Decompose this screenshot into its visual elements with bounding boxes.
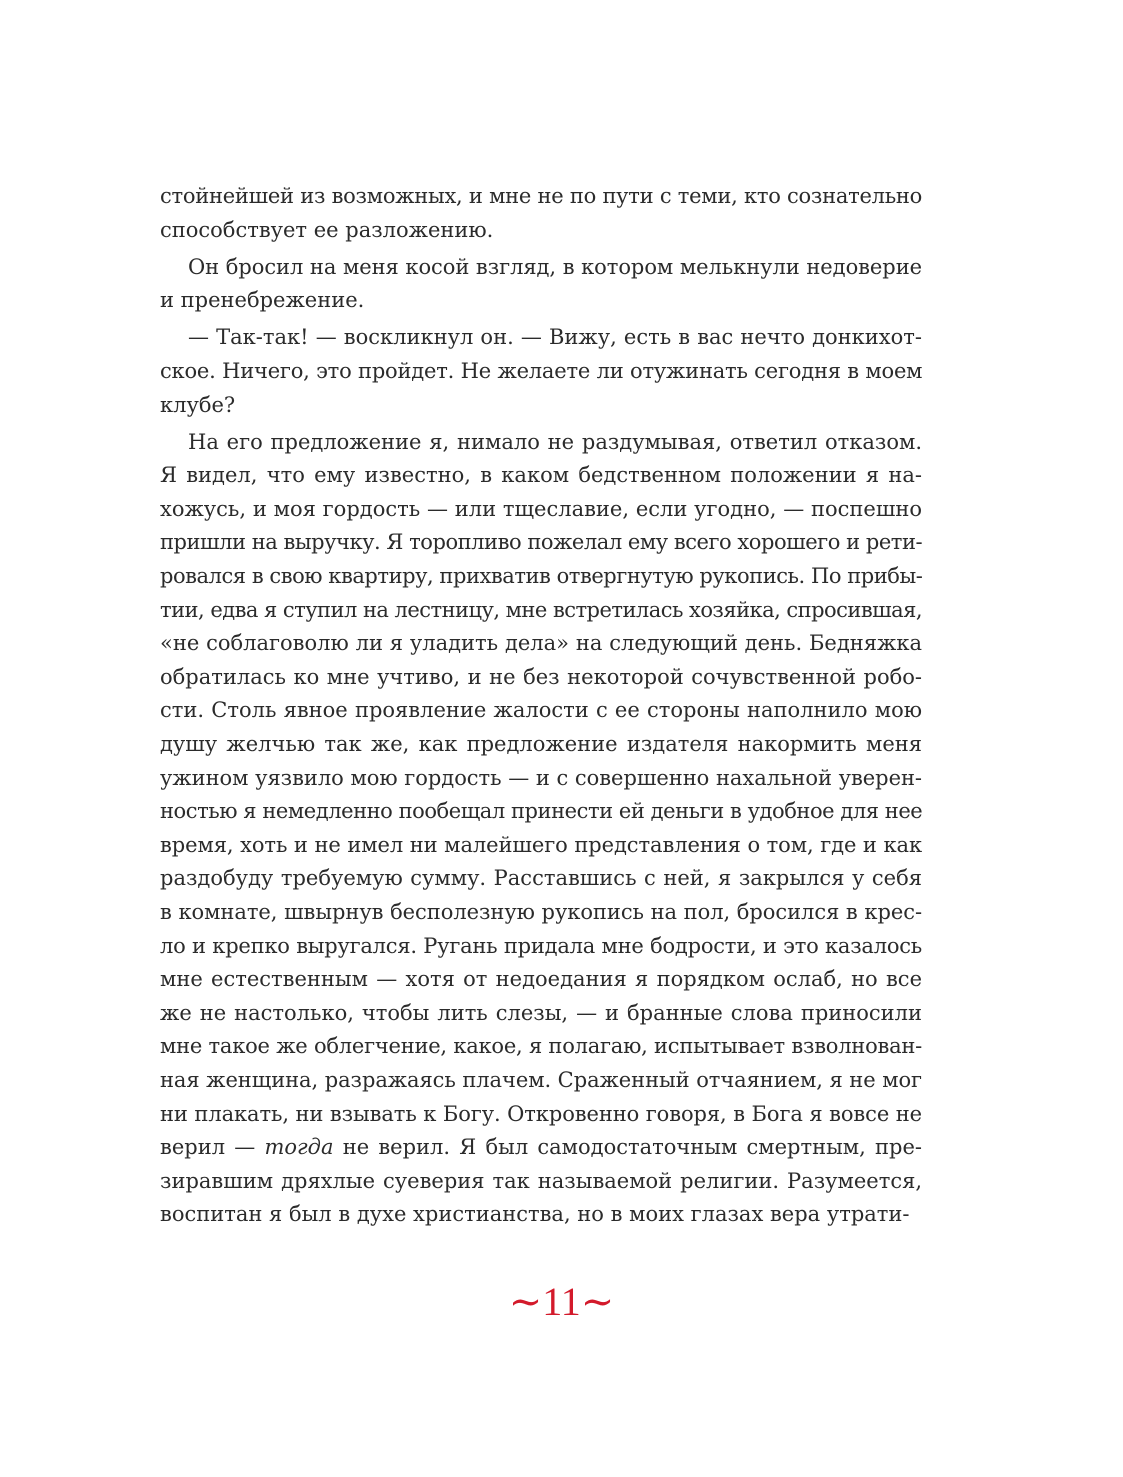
- paragraph: [160, 426, 922, 1232]
- text-line: На его предложение я, нимало не раздумывая, ответил отказом.: [188, 429, 922, 454]
- text-line: сти. Столь явное проявление жалости с ее стороны наполнило мою: [160, 698, 922, 723]
- paragraph: [160, 180, 922, 247]
- text-line: клубе?: [160, 392, 236, 417]
- text-line: хожусь, и моя гордость — или тщеславие, если угодно, — поспешно: [160, 496, 922, 521]
- text-line: верил — тогда не верил. Я был самодостаточным смертным, пре-: [160, 1135, 923, 1160]
- text-line: ностью я немедленно пообещал принести ей деньги в удобное для нее: [160, 799, 923, 824]
- text-line: воспитан я был в духе христианства, но в моих глазах вера утрати-: [160, 1202, 910, 1227]
- text-line: Я видел, что ему известно, в каком бедственном положении я на-: [160, 463, 922, 488]
- text-line: зиравшим дряхлые суеверия так называемой религии. Разумеется,: [160, 1168, 922, 1193]
- text-line: ни плакать, ни взывать к Богу. Откровенно говоря, в Бога я вовсе не: [160, 1101, 922, 1126]
- page-number-ornament-left: ~: [508, 1279, 543, 1325]
- text-line: ужином уязвило мою гордость — и с совершенно нахальной уверен-: [160, 765, 922, 790]
- text-line: раздобуду требуемую сумму. Расставшись с ней, я закрылся у себя: [160, 866, 922, 891]
- text-line: стойнейшей из возможных, и мне не по пути с теми, кто сознательно: [160, 184, 922, 208]
- text-line: ло и крепко выругался. Ругань придала мне бодрости, и это казалось: [160, 933, 922, 958]
- page-number-ornament-right: ~: [580, 1279, 615, 1325]
- text-line: мне такое же облегчение, какое, я полагаю, испытывает взволнован-: [160, 1034, 922, 1059]
- text-line: ная женщина, разражаясь плачем. Сраженный отчаянием, я не мог: [160, 1067, 922, 1092]
- text-line: Он бросил на меня косой взгляд, в котором мелькнули недоверие: [188, 254, 923, 279]
- page-number: [0, 1278, 1123, 1326]
- text-line: ское. Ничего, это пройдет. Не желаете ли отужинать сегодня в моем: [160, 358, 923, 383]
- text-line: в комнате, швырнув бесполезную рукопись на пол, бросился в крес-: [160, 899, 922, 924]
- paragraph: [160, 321, 922, 422]
- text-line: — Так-так! — воскликнул он. — Вижу, есть в вас нечто донкихот-: [188, 325, 922, 350]
- text-line: ровался в свою квартиру, прихватив отвергнутую рукопись. По прибы-: [160, 564, 923, 589]
- text-line: душу желчью так же, как предложение издателя накормить меня: [160, 732, 922, 756]
- paragraph: [160, 251, 922, 318]
- text-line: тии, едва я ступил на лестницу, мне встретилась хозяйка, спросившая,: [160, 597, 922, 622]
- emphasized-word: тогда: [264, 1135, 334, 1160]
- text-line: способствует ее разложению.: [160, 217, 494, 242]
- text-line: «не соблаговолю ли я уладить дела» на следующий день. Бедняжка: [160, 631, 922, 656]
- page-number-value: 11: [542, 1279, 581, 1324]
- text-line: мне естественным — хотя от недоедания я порядком ослаб, но все: [160, 967, 922, 992]
- text-line: пришли на выручку. Я торопливо пожелал ему всего хорошего и рети-: [160, 530, 923, 555]
- body-text: [160, 180, 922, 1232]
- text-line: и пренебрежение.: [160, 288, 365, 313]
- text-line: время, хоть и не имел ни малейшего представления о том, где и как: [160, 832, 922, 857]
- text-line: обратилась ко мне учтиво, и не без некоторой сочувственной робо-: [160, 664, 922, 689]
- text-line: же не настолько, чтобы лить слезы, — и бранные слова приносили: [160, 1000, 922, 1025]
